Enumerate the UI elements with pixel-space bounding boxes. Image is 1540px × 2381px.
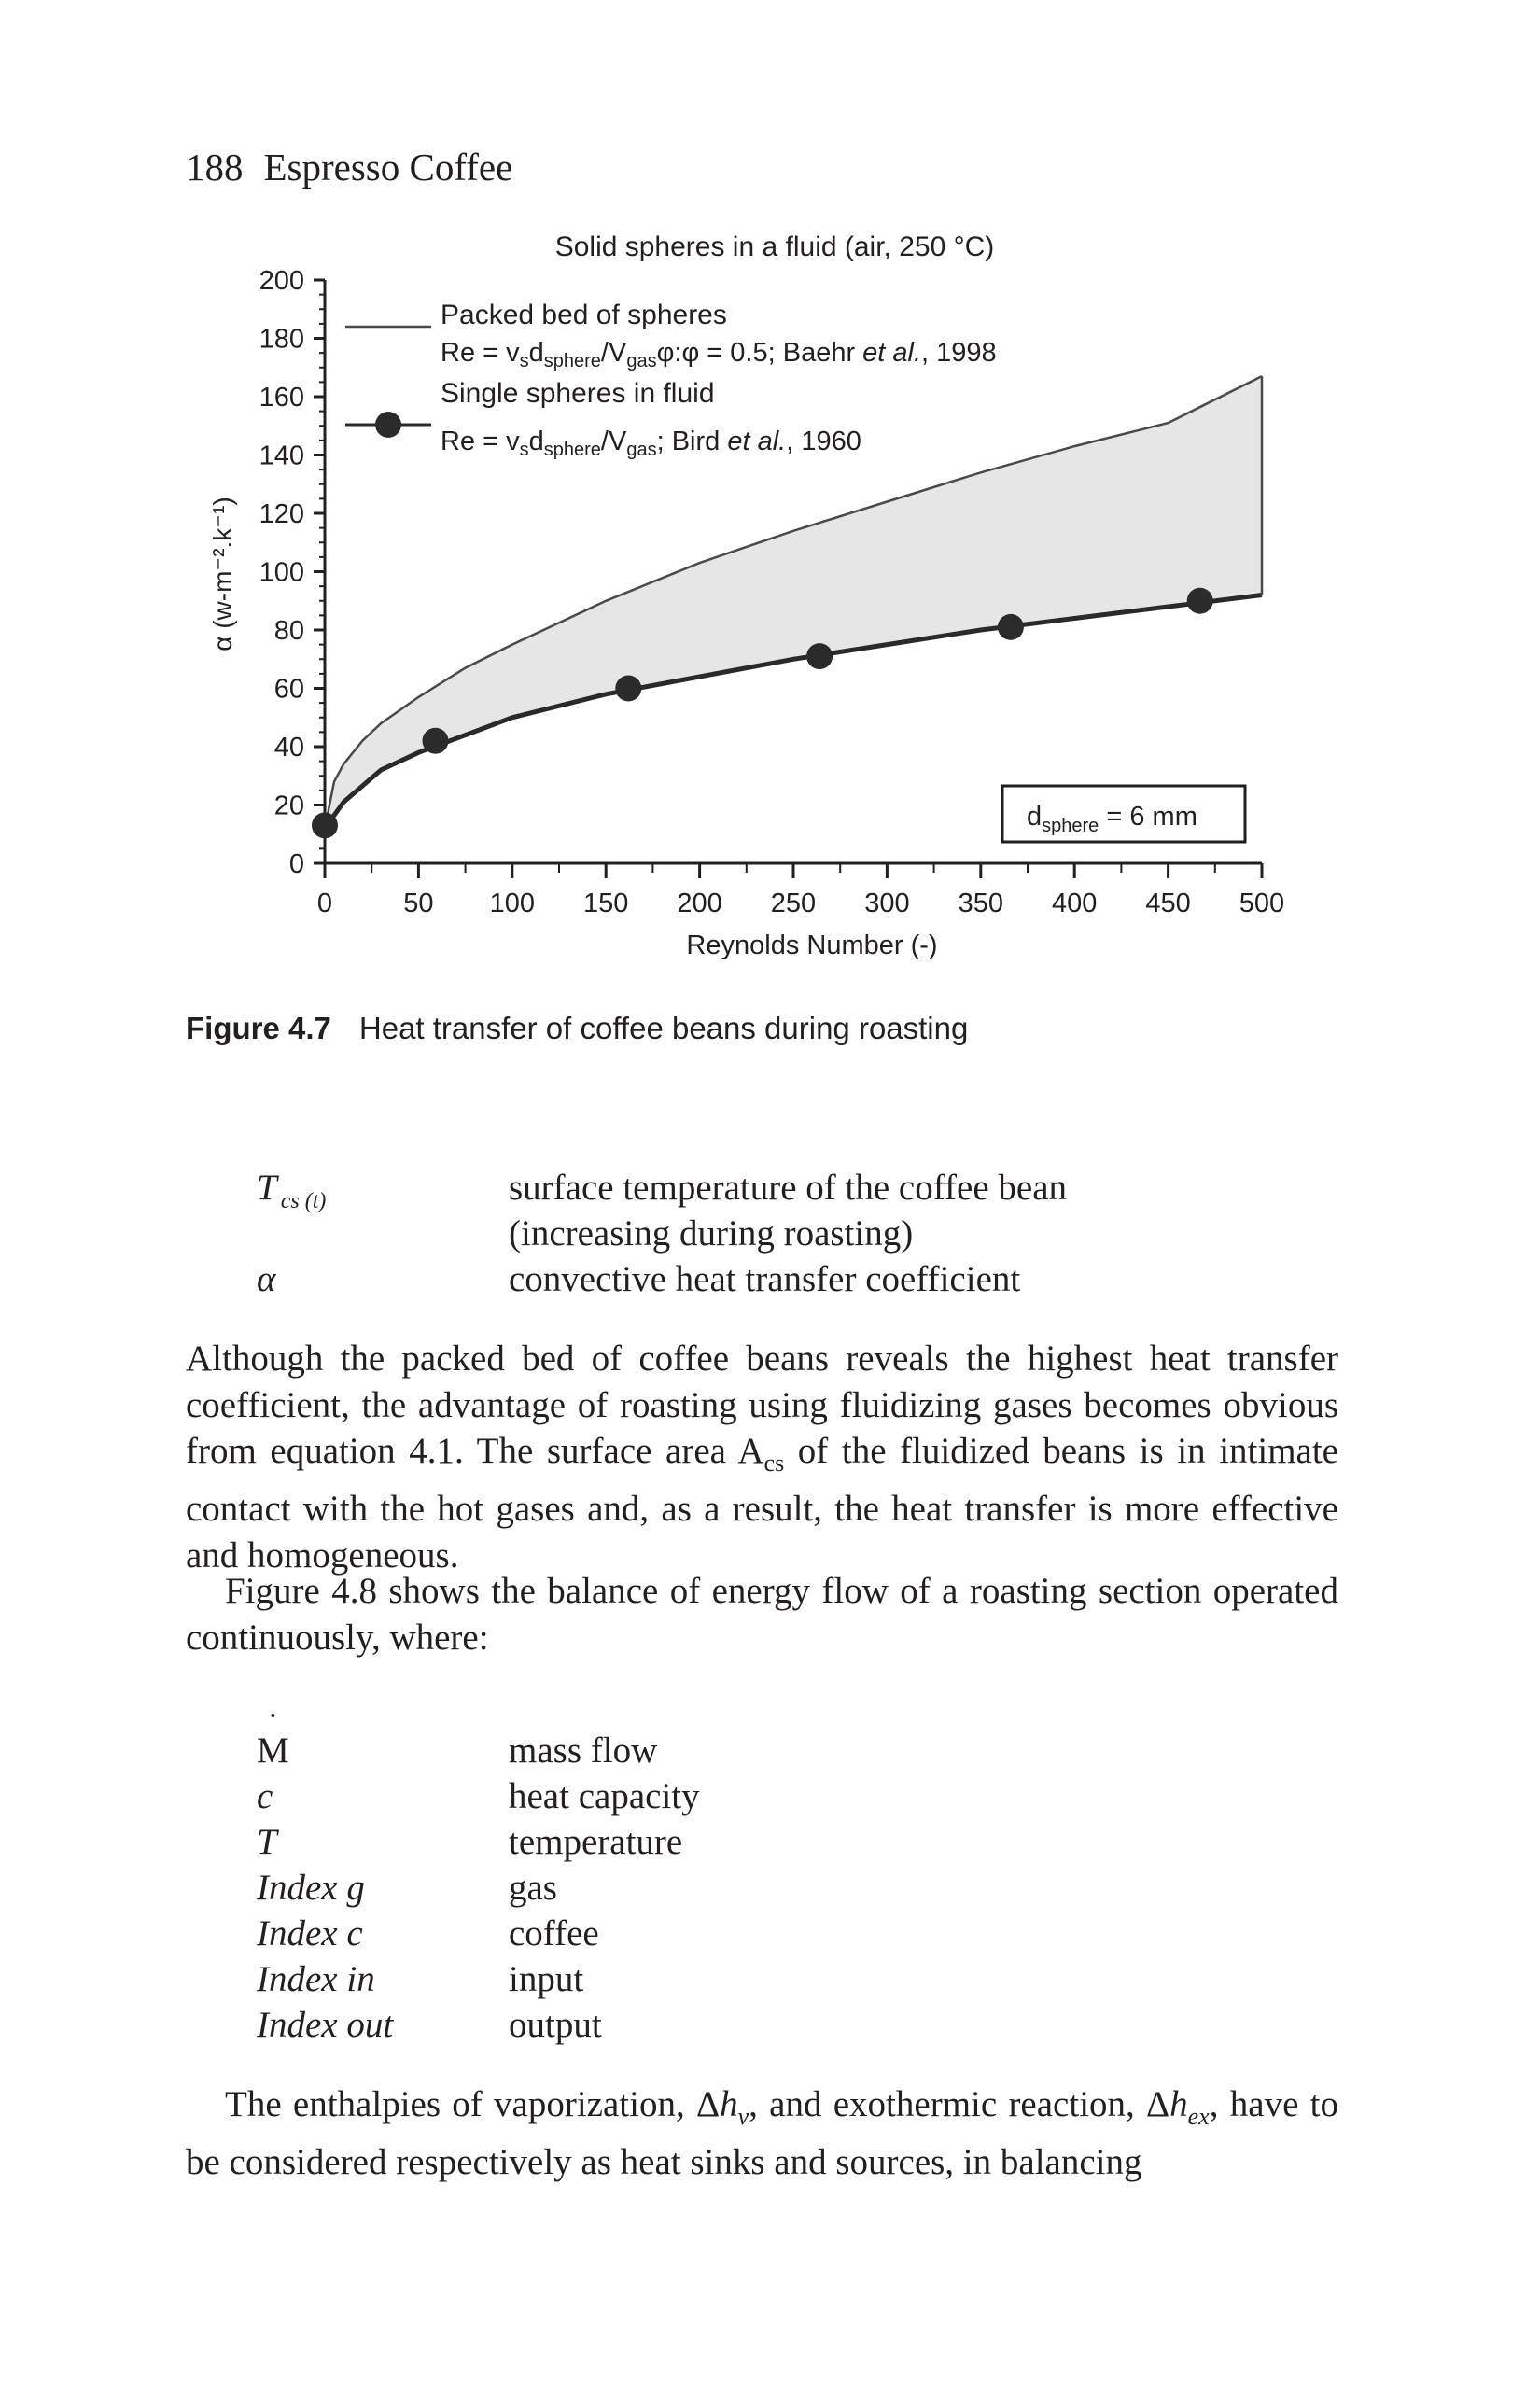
figure-caption-text: Heat transfer of coffee beans during roasting [358, 1011, 969, 1045]
x-tick-label: 0 [316, 889, 333, 918]
symbol: Index g [257, 1868, 365, 1908]
y-tick-label: 60 [273, 674, 304, 705]
list-item [257, 1165, 1162, 1256]
data-point [615, 676, 641, 702]
chart-title: Solid spheres in a fluid (air, 250 °C) [554, 231, 995, 262]
y-tick-label: 0 [288, 849, 304, 879]
x-tick-label: 450 [1145, 889, 1191, 918]
x-tick-label: 50 [403, 889, 434, 918]
list-item [257, 2002, 1162, 2048]
legend-formula-packed: $Re = v_sd_{sphere}/V_{gas}\varphi:\varphi = 0.5$; Baehr et al., 1998 [441, 338, 997, 371]
y-tick-label: 140 [259, 441, 304, 471]
x-tick-label: 250 [770, 889, 817, 918]
x-tick-label: 400 [1052, 889, 1098, 918]
symbol-description: coffee [509, 1913, 599, 1954]
symbol-description: heat capacity [509, 1776, 700, 1816]
diameter-annotation: $d_{sphere} = 6$ mm [1027, 802, 1197, 836]
list-item [257, 1819, 1162, 1865]
list-item [257, 1728, 1162, 1773]
data-point [998, 614, 1024, 640]
legend-label-packed: Packed bed of spheres [441, 300, 727, 330]
symbol-description: convective heat transfer coefficient [509, 1259, 1021, 1299]
data-point [422, 728, 448, 754]
symbol-description: mass flow [509, 1730, 658, 1771]
legend-formula-single: $Re = v_sd_{sphere}/V_{gas}$; Bird et al., 1960 [441, 427, 861, 460]
symbol-description: output [509, 2005, 602, 2045]
data-point [806, 643, 833, 669]
data-point [312, 812, 338, 838]
symbol-description: gas [509, 1868, 557, 1908]
page-number: 188 [186, 146, 244, 189]
symbol-description: surface temperature of the coffee bean [509, 1168, 1068, 1208]
symbol: Index c [257, 1913, 363, 1954]
x-axis-label: Reynolds Number (-) [686, 931, 938, 960]
heat-transfer-chart [0, 0, 1540, 999]
paragraph: The enthalpies of vaporization, $\Delta h_v$, and exothermic reaction, $\Delta h_{ex}$, have to be considered respectively as heat sinks and sources, in balancing [186, 2084, 1338, 2183]
symbol: Index out [257, 2005, 394, 2045]
y-tick-label: 20 [273, 791, 304, 821]
symbol-description-cont: (increasing during roasting) [509, 1213, 914, 1254]
data-point [1187, 588, 1213, 614]
running-title: Espresso Coffee [263, 146, 513, 189]
x-tick-label: 200 [677, 889, 722, 918]
symbol-description: input [509, 1959, 584, 1999]
symbol: T [257, 1822, 277, 1862]
y-tick-label: 160 [259, 383, 304, 413]
list-item [257, 1256, 1162, 1302]
symbol: α [257, 1259, 276, 1299]
y-tick-label: 200 [259, 266, 304, 296]
y-tick-label: 180 [259, 324, 304, 355]
figure-label: Figure 4.7 [186, 1011, 331, 1045]
list-item [257, 1865, 1162, 1911]
symbol: Index in [257, 1959, 375, 1999]
figure-caption [186, 1011, 968, 1046]
list-item [257, 1956, 1162, 2002]
legend-marker-single [375, 412, 401, 438]
x-tick-label: 100 [489, 889, 535, 918]
symbol: T [257, 1168, 277, 1208]
x-tick-label: 300 [864, 889, 910, 918]
list-item [257, 1911, 1162, 1956]
y-tick-label: 80 [273, 616, 304, 646]
x-tick-label: 500 [1239, 889, 1285, 918]
paragraph: Figure 4.8 shows the balance of energy flow of a roasting section operated continuously, where: [186, 1571, 1338, 1658]
list-item [257, 1773, 1162, 1819]
symbol-description: temperature [509, 1822, 683, 1862]
paragraph: Although the packed bed of coffee beans reveals the highest heat transfer coefficient, the advantage of roasting using fluidizing gases becomes obvious from equation 4.1. The surface area $A_{cs}$ of the fluidized beans is in intimate contact with the hot gases and, as a result, the heat transfer is more effective and homogeneous. [186, 1338, 1338, 1576]
x-tick-label: 150 [583, 889, 629, 918]
legend-label-single: Single spheres in fluid [441, 378, 715, 409]
symbol-list-2 [257, 1728, 1162, 2048]
y-tick-label: 120 [259, 499, 304, 529]
y-tick-label: 100 [259, 557, 304, 588]
symbol: ˙ M [257, 1728, 289, 1773]
y-tick-label: 40 [273, 733, 304, 763]
x-tick-label: 350 [958, 889, 1003, 918]
symbol-list-1 [257, 1165, 1162, 1302]
symbol: c [257, 1776, 273, 1816]
symbol-subscript: cs (t) [280, 1188, 327, 1213]
y-axis-label: α (w-m⁻².k⁻¹) [208, 497, 237, 651]
